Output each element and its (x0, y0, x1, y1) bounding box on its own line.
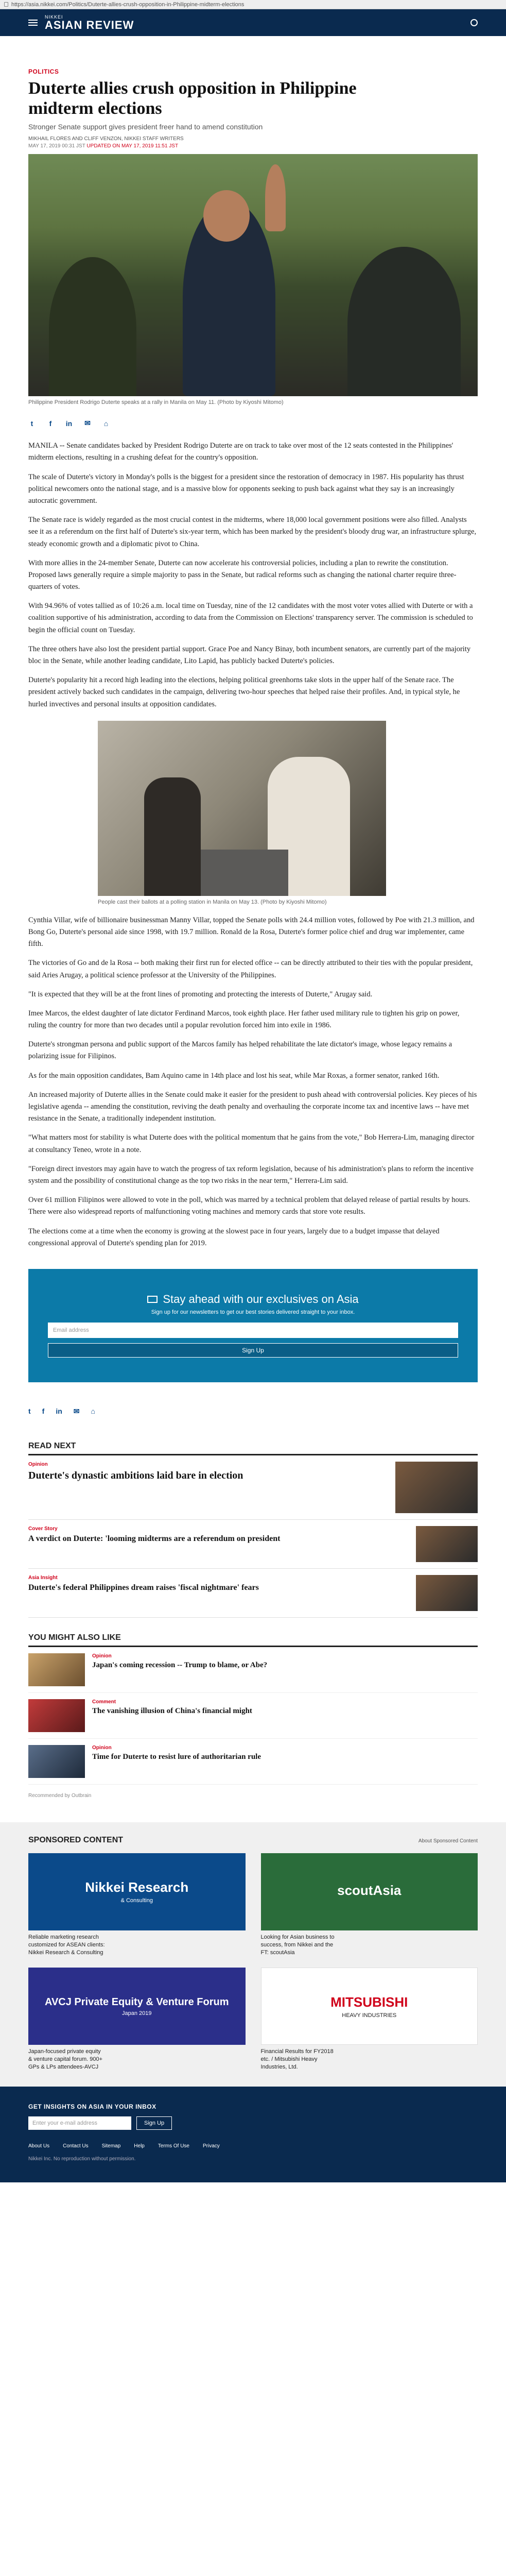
paragraph: With 94.96% of votes tallied as of 10:26 a.m. local time on Tuesday, nine of the 12 candidates with the most voter votes allied with Duterte or with a coalition supportive of his administration, according to data from the Commission on Elections' transparency server. The commission is scheduled to begin the official count on Tuesday. (28, 602, 473, 634)
read-next-item[interactable] (28, 1520, 478, 1569)
hero-crowd-left (49, 257, 136, 396)
sponsored-image[interactable] (261, 1968, 478, 2045)
twitter-icon[interactable]: t (28, 1406, 31, 1415)
item-title[interactable]: The vanishing illusion of China's financial might (92, 1706, 252, 1715)
item-title[interactable]: A verdict on Duterte: 'looming midterms are a referendum on president (28, 1534, 281, 1543)
logo-small: NIKKEI (45, 14, 63, 20)
outbrain-credit[interactable]: Recommended by Outbrain (28, 1792, 92, 1799)
sponsor-logo-text: MITSUBISHI (330, 1994, 408, 2010)
browser-url-bar[interactable] (0, 0, 506, 9)
copyright: Nikkei Inc. No reproduction without permission. (28, 2156, 136, 2162)
sponsored-item[interactable] (261, 1853, 478, 1957)
item-thumbnail[interactable] (416, 1526, 478, 1562)
paragraph: Over 61 million Filipinos were allowed to vote in the poll, which was marred by a technical problem that delayed release of partial results by hours. There were also widespread reports of malfunctioning voting machines and memory cards that store vote results. (28, 1196, 470, 1216)
item-thumbnail[interactable] (28, 1745, 85, 1778)
sponsor-logo-sub: HEAVY INDUSTRIES (342, 2012, 397, 2019)
paragraph: The scale of Duterte's victory in Monday's polls is the biggest for a president since the restoration of democracy in 1987. His popularity has thrust political newcomers onto the national stage, and is a massive blow for opponents seeking to push back against what they say is an increasingly autocratic government. (28, 472, 464, 505)
updated-date: UPDATED ON MAY 17, 2019 11:51 JST (86, 143, 179, 149)
item-thumbnail[interactable] (28, 1653, 85, 1686)
linkedin-icon[interactable]: in (65, 419, 73, 428)
sponsor-logo-sub: Japan 2019 (122, 2010, 152, 2016)
item-title[interactable]: Time for Duterte to resist lure of authoritarian rule (92, 1752, 261, 1761)
sponsored-item[interactable] (261, 1968, 478, 2071)
paragraph: MANILA -- Senate candidates backed by President Rodrigo Duterte are on track to take over most of the 12 seats contested in the Philippines' midterm elections, resulting in a crushing defeat for the country's opposition. (28, 442, 453, 462)
about-sponsored-link[interactable]: About Sponsored Content (418, 1838, 478, 1844)
item-tag: Opinion (28, 1461, 48, 1467)
linkedin-icon[interactable]: in (56, 1406, 62, 1415)
inline-image (98, 721, 386, 896)
paragraph: "What matters most for stability is what Duterte does with the political momentum that he gains from the vote," Bob Herrera-Lim, managing director at consultancy Teneo, wrote in a note. (28, 1133, 475, 1154)
item-title[interactable]: Duterte's dynastic ambitions laid bare in election (28, 1469, 243, 1481)
footer-link-help[interactable]: Help (134, 2143, 145, 2149)
item-tag: Asia Insight (28, 1574, 58, 1581)
footer-link-contact[interactable]: Contact Us (63, 2143, 89, 2149)
item-title[interactable]: Japan's coming recession -- Trump to blame, or Abe? (92, 1660, 268, 1669)
newsletter-title-text: Stay ahead with our exclusives on Asia (163, 1292, 359, 1306)
read-next-item[interactable] (28, 1569, 478, 1618)
sponsored-section (0, 1822, 506, 2087)
you-might-like-heading: YOU MIGHT ALSO LIKE (28, 1633, 478, 1647)
footer-links (28, 2143, 478, 2149)
paragraph: The Senate race is widely regarded as the most crucial contest in the midterms, where 18,000 local government positions were also filled. Analysts see it as a referendum on the first half of Duterte's six-year term, which has been marked by the president's bloody drug war, an infrastructure splurge, steady economic growth and a diplomatic pivot to China. (28, 516, 477, 548)
email-icon[interactable]: ✉ (73, 1406, 80, 1415)
sponsored-item[interactable] (28, 1968, 246, 2071)
paragraph: Duterte's popularity hit a record high leading into the elections, helping political greenhorns take slots in the upper half of the Senate race. The president actively backed such candidates in the campaign, delivering two-hour speeches that helped raise their profiles. And, in typical style, he hurled invectives and personal insults at opposition candidates. (28, 676, 460, 708)
recommended-item[interactable] (28, 1739, 478, 1785)
item-thumbnail[interactable] (28, 1699, 85, 1732)
paragraph: Cynthia Villar, wife of billionaire businessman Manny Villar, topped the Senate polls with 24.4 million votes, followed by Poe with 21.3 million, and Bong Go, Duterte's personal aide since 1998, with 19.7 million. Ronald de la Rosa, Duterte's former police chief and drug war implementer, came fifth. (28, 916, 475, 948)
sponsored-image[interactable] (261, 1853, 478, 1930)
item-tag: Opinion (92, 1744, 112, 1751)
email-icon[interactable]: ✉ (84, 419, 91, 428)
footer-signup-button[interactable]: Sign Up (136, 2116, 172, 2130)
twitter-icon[interactable]: t (30, 419, 33, 428)
newsletter-email-input[interactable]: Email address (48, 1323, 458, 1338)
item-tag: Cover Story (28, 1526, 58, 1532)
sponsor-logo-text: AVCJ Private Equity & Venture Forum (45, 1996, 229, 2008)
sponsored-desc[interactable]: Japan-focused private equity & venture capital forum. 900+ GPs & LPs attendees-AVCJ (28, 2048, 102, 2071)
paragraph: "It is expected that they will be at the front lines of promoting and protecting the interests of Duterte," Arugay said. (28, 990, 373, 998)
newsletter-box (28, 1269, 478, 1382)
sponsored-desc[interactable]: Reliable marketing research customized for ASEAN clients: Nikkei Research & Consulting (28, 1934, 105, 1956)
footer-link-terms[interactable]: Terms Of Use (158, 2143, 189, 2149)
sponsored-image[interactable] (28, 1968, 246, 2045)
share-bar-bottom (28, 1407, 478, 1416)
footer-email-input[interactable]: Enter your e-mail address (28, 2116, 131, 2130)
item-thumbnail[interactable] (395, 1462, 478, 1513)
hero-face (203, 190, 250, 242)
ballot-machine (201, 850, 288, 896)
paragraph: "Foreign direct investors may again have to watch the progress of tax reform legislation, because of his administration's plans to reform the incentive system and the possibility of constitutional change as the top two risks in the near term," Herrera-Lim said. (28, 1164, 474, 1185)
search-icon[interactable] (470, 19, 478, 26)
newsletter-title (48, 1293, 458, 1306)
voter-figure (144, 777, 201, 896)
menu-icon[interactable] (28, 20, 38, 26)
sponsored-desc[interactable]: Looking for Asian business to success, from Nikkei and the FT: scoutAsia (260, 1934, 335, 1956)
sponsored-heading: SPONSORED CONTENT (28, 1835, 124, 1844)
item-title[interactable]: Duterte's federal Philippines dream raises 'fiscal nightmare' fears (28, 1583, 259, 1592)
article-deck: Stronger Senate support gives president freer hand to amend constitution (28, 123, 263, 131)
print-icon[interactable]: ⌂ (91, 1406, 95, 1415)
publish-date: MAY 17, 2019 00:31 JST (28, 143, 85, 149)
sponsor-logo-text: scoutAsia (337, 1883, 402, 1899)
recommended-item[interactable] (28, 1647, 478, 1693)
read-next-item[interactable] (28, 1455, 478, 1520)
paragraph: With more allies in the 24-member Senate, Duterte can now accelerate his controversial policies, including a plan to rewrite the constitution. Proposed laws generally require a simple majority to pass in the Senate, but radical reforms such as changing the national charter require three-quarters of votes. (28, 558, 457, 591)
paragraph: The elections come at a time when the economy is growing at the slowest pace in four years, largely due to a budget impasse that delayed congressional approval of Duterte's spending plan for 2019. (28, 1227, 440, 1247)
url-text: https://asia.nikkei.com/Politics/Duterte-allies-crush-opposition-in-Philippine-midterm-elections (11, 1, 245, 8)
paragraph: The victories of Go and de la Rosa -- both making their first run for elected office -- can be directly attributed to their ties with the popular president, said Aries Arugay, a political science professor at the University of the Philippines. (28, 959, 473, 979)
print-icon[interactable]: ⌂ (103, 419, 109, 428)
sponsored-image[interactable] (28, 1853, 246, 1930)
footer-link-sitemap[interactable]: Sitemap (101, 2143, 121, 2149)
sponsor-logo-text: Nikkei Research (85, 1879, 189, 1895)
hero-caption: Philippine President Rodrigo Duterte speaks at a rally in Manila on May 11. (Photo by Kiyoshi Mitomo) (28, 399, 284, 406)
facebook-icon[interactable]: f (42, 1406, 45, 1415)
footer-link-about[interactable]: About Us (28, 2143, 50, 2149)
read-next-heading: READ NEXT (28, 1442, 478, 1455)
envelope-icon (147, 1296, 158, 1303)
article-byline: MIKHAIL FLORES AND CLIFF VENZON, NIKKEI STAFF WRITERS (28, 136, 184, 142)
paragraph: An increased majority of Duterte allies in the Senate could make it easier for the president to push ahead with controversial policies. Key pieces of his legislative agenda -- amending the constitution, reviving the death penalty and overhauling the corporate income tax and incentive laws -- have met resistance in the Senate, a traditionally independent institution. (28, 1090, 477, 1123)
article-date (28, 143, 478, 149)
item-thumbnail[interactable] (416, 1575, 478, 1611)
footer-link-privacy[interactable]: Privacy (203, 2143, 220, 2149)
hero-crowd-right (347, 247, 461, 396)
item-tag: Opinion (92, 1653, 112, 1659)
footer-heading: GET INSIGHTS ON ASIA IN YOUR INBOX (28, 2103, 156, 2110)
item-tag: Comment (92, 1699, 116, 1705)
recommended-item[interactable] (28, 1693, 478, 1739)
paragraph: Duterte's strongman persona and public support of the Marcos family has helped rehabilitate the late dictator's image, whose legacy remains a polarizing issue for Filipinos. (28, 1040, 452, 1061)
hero-image (28, 154, 478, 396)
facebook-icon[interactable]: f (49, 419, 52, 428)
site-header (0, 9, 506, 36)
paragraph: Imee Marcos, the eldest daughter of late dictator Ferdinand Marcos, took eighth place. Her father used military rule to tighten his grip on power, ruling the country for more than two decades until a popular revolution forced him into exile in 1986. (28, 1009, 460, 1030)
section-label[interactable]: POLITICS (28, 68, 59, 75)
logo-big: ASIAN REVIEW (45, 18, 134, 31)
sponsored-item[interactable] (28, 1853, 246, 1957)
article-body (28, 440, 478, 1249)
share-bar (28, 419, 478, 428)
site-logo[interactable] (45, 15, 134, 31)
hero-fist (265, 164, 286, 231)
inline-caption: People cast their ballots at a polling station in Manila on May 13. (Photo by Kiyoshi Mitomo) (98, 899, 327, 905)
paragraph: The three others have also lost the president partial support. Grace Poe and Nancy Binay, both incumbent senators, are currently part of the majority bloc in the Senate, while another leading candidate, Lito Lapid, has publicly backed Duterte's policies. (28, 645, 471, 665)
lock-icon (4, 2, 8, 7)
article-title: Duterte allies crush opposition in Philippine midterm elections (28, 79, 357, 118)
site-footer (0, 2087, 506, 2182)
newsletter-signup-button[interactable]: Sign Up (48, 1343, 458, 1358)
sponsor-logo-sub: & Consulting (120, 1897, 153, 1904)
paragraph: As for the main opposition candidates, Bam Aquino came in 14th place and lost his seat, while Mar Roxas, a former senator, ranked 16th. (28, 1071, 440, 1080)
sponsored-desc[interactable]: Financial Results for FY2018 etc. / Mitsubishi Heavy Industries, Ltd. (260, 2048, 334, 2071)
newsletter-subtext: Sign up for our newsletters to get our best stories delivered straight to your inbox. (151, 1309, 355, 1315)
